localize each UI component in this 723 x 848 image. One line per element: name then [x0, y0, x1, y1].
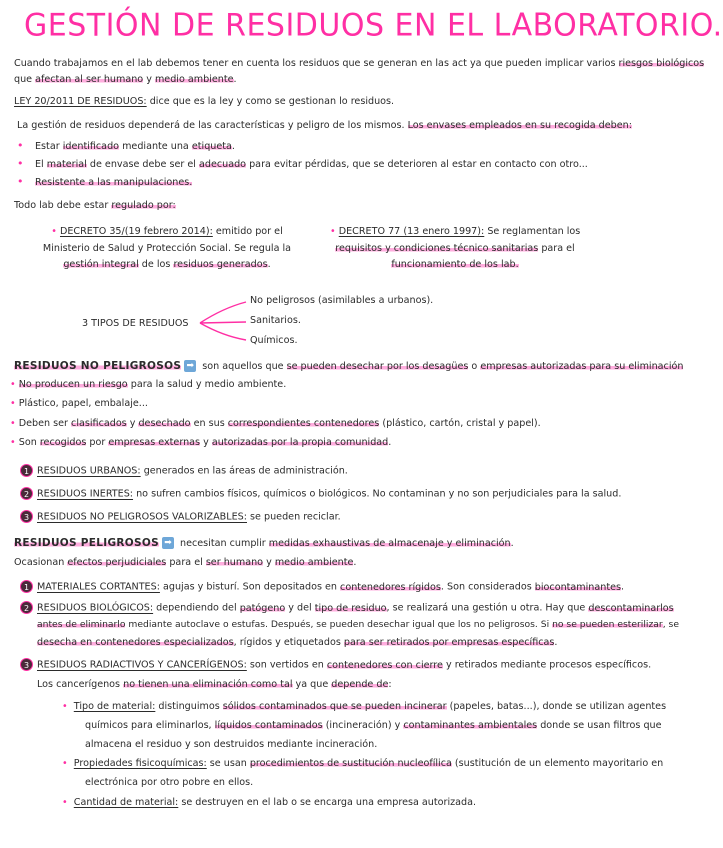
tipos-brace-icon — [198, 298, 250, 344]
gestion-text: La gestión de residuos dependerá de las características y peligro de los mismos. — [17, 120, 408, 131]
intro-text: y — [143, 74, 155, 85]
number-badge: 1 — [20, 580, 33, 593]
item-title: RESIDUOS BIOLÓGICOS: — [37, 602, 154, 614]
p-text: Ocasionan — [14, 557, 68, 568]
decreto-highlight: residuos generados — [173, 259, 268, 271]
np-item-3 — [20, 510, 341, 524]
sub-text: (incineración) y — [322, 720, 404, 731]
arrow-right-icon: ➡ — [162, 537, 174, 549]
section-text: . — [510, 538, 514, 549]
decreto-2-title: DECRETO 77 (13 enero 1997): — [338, 226, 485, 237]
bullet-icon: • — [10, 379, 16, 390]
decreto-text: . — [267, 259, 271, 271]
bullet-highlight: adecuado — [198, 159, 247, 170]
item-text: se pueden reciclar. — [247, 511, 341, 523]
sub-bullet-1-line-2 — [85, 720, 662, 733]
intro-text: que — [14, 74, 36, 85]
bullet-icon: • — [62, 797, 68, 808]
sub-title: Propiedades fisicoquímicas: — [73, 758, 207, 769]
tipos-item: No peligrosos (asimilables a urbanos). — [250, 295, 434, 306]
bullet-icon: • — [10, 398, 16, 409]
sub-text: se usan — [206, 758, 250, 769]
gestion-line — [17, 120, 632, 133]
bullet-text: mediante una — [119, 141, 192, 152]
section-highlight: medidas exhaustivas de almacenaje y eliminación — [268, 538, 511, 549]
item-highlight: depende de — [331, 679, 389, 690]
tipos-item: Químicos. — [250, 335, 298, 346]
bullet-highlight: identificado — [62, 141, 120, 152]
item-highlight: contenedores rígidos — [340, 581, 441, 593]
item-text: mediante autoclave o estufas. Después, se pueden desechar igual que los no peligrosos. Si — [125, 619, 553, 630]
number-badge: 3 — [20, 658, 33, 671]
section-text: necesitan cumplir — [176, 538, 269, 549]
bullet-icon: • — [330, 226, 336, 237]
sub-highlight: contaminantes ambientales — [403, 720, 538, 731]
peligrosos-header — [14, 537, 514, 551]
item-text: y retirados mediante procesos específicos. — [442, 659, 652, 671]
item-highlight: desecha en contenedores especializados — [37, 637, 234, 648]
page-title: GESTIÓN DE RESIDUOS EN EL LABORATORIO. — [24, 7, 723, 44]
bullet-highlight: etiqueta — [191, 141, 232, 152]
intro-highlight: afectan al — [35, 74, 86, 85]
arrow-right-icon: ➡ — [184, 360, 196, 372]
decreto-text: de los — [138, 259, 174, 271]
np-text: Deben ser — [18, 418, 72, 429]
sub-bullet-1-line-3: almacena el residuo y son destruidos mediante incineración. — [85, 739, 378, 750]
item-text: , se realizará una gestión u otra. Hay que — [386, 602, 589, 614]
item-text: no sufren cambios físicos, químicos o biológicos. No contaminan y no son perjudiciales para la salud. — [133, 488, 622, 500]
np-text: Son — [18, 437, 40, 448]
np-highlight: desechado — [138, 418, 191, 429]
bullet-icon: • — [10, 418, 16, 429]
item-highlight: descontaminarlos — [588, 602, 674, 614]
item-highlight: antes de eliminarlo — [37, 619, 126, 630]
bullet-icon: • — [51, 226, 57, 237]
section-text: o — [468, 361, 481, 372]
todo-highlight: regulado por: — [111, 200, 176, 211]
np-highlight: recogidos — [39, 437, 87, 448]
bullet-text: El — [35, 159, 47, 170]
item-title: RESIDUOS NO PELIGROSOS VALORIZABLES: — [37, 511, 247, 523]
item-title: MATERIALES CORTANTES: — [37, 581, 160, 593]
item-highlight: no tienen una eliminación como tal — [123, 679, 293, 690]
sub-text: (papeles, batas...), donde se utilizan agentes — [446, 701, 667, 712]
sub-highlight: líquidos contaminados — [214, 720, 323, 731]
item-text: Los cancerígenos — [37, 679, 124, 690]
intro-highlight: riesgos biológicos — [618, 58, 705, 69]
item-highlight: contenedores con cierre — [326, 659, 443, 671]
intro-text: . — [233, 74, 237, 85]
todo-text: Todo lab debe estar — [14, 200, 112, 211]
p-highlight: ser humano — [205, 557, 264, 568]
gestion-highlight: Los envases empleados en su recogida deben: — [407, 120, 632, 131]
np-text: . — [388, 437, 392, 448]
p-highlight: efectos perjudiciales — [67, 557, 167, 568]
np-text: por — [86, 437, 109, 448]
item-highlight: para ser retirados por empresas específicas — [343, 637, 555, 648]
sub-text: químicos para eliminarlos, — [85, 720, 215, 731]
item-title: RESIDUOS URBANOS: — [37, 465, 141, 477]
cancerigenos-line — [37, 679, 392, 692]
tipos-item: Sanitarios. — [250, 315, 301, 326]
np-highlight: correspondientes contenedores — [227, 418, 380, 429]
np-text: (plástico, cartón, cristal y papel). — [379, 418, 541, 429]
tipos-label: 3 TIPOS DE RESIDUOS — [82, 318, 189, 329]
bullet-text: de envase debe ser el — [86, 159, 199, 170]
bullet-icon: • — [62, 758, 68, 769]
np-highlight: No producen un riesgo — [18, 379, 128, 390]
gestion-bullet-3 — [17, 175, 192, 190]
bullet-icon: • — [17, 175, 24, 188]
np-text: para la salud y medio ambiente. — [127, 379, 287, 390]
item-text: : — [388, 679, 392, 690]
ley-text: dice que es la ley y como se gestionan lo residuos. — [146, 96, 395, 107]
p-item-2-line-2 — [37, 619, 679, 631]
decreto-1-title: DECRETO 35/(19 febrero 2014): — [59, 226, 213, 237]
np-text: y — [126, 418, 139, 429]
p-text: y — [263, 557, 275, 568]
decreto-2 — [330, 226, 580, 272]
bullet-icon: • — [17, 139, 24, 152]
np-item-2 — [20, 487, 621, 501]
decreto-highlight: funcionamiento de los lab. — [391, 259, 519, 271]
bullet-highlight: Resistente a las manipulaciones. — [35, 177, 193, 188]
sub-text: distinguimos — [155, 701, 223, 712]
intro-highlight: medio ambiente — [154, 74, 234, 85]
p-item-1 — [20, 580, 624, 594]
p-item-3 — [20, 658, 651, 672]
item-text: . — [621, 581, 625, 593]
p-item-2 — [20, 601, 674, 615]
decreto-text: Se reglamentan los — [484, 226, 581, 237]
number-badge: 2 — [20, 487, 33, 500]
number-badge: 3 — [20, 510, 33, 523]
peligrosos-line-2 — [14, 557, 356, 570]
number-badge: 2 — [20, 601, 33, 614]
p-text: para el — [166, 557, 206, 568]
item-text: ya que — [292, 679, 332, 690]
item-text: dependiendo del — [153, 602, 240, 614]
bullet-text: . — [231, 141, 235, 152]
sub-title: Cantidad de material: — [73, 797, 179, 808]
decreto-highlight: gestión integral — [63, 259, 139, 271]
ley-title: LEY 20/2011 DE RESIDUOS: — [14, 96, 147, 107]
sub-text: (sustitución de un elemento mayoritario en — [451, 758, 664, 769]
bullet-icon: • — [62, 701, 68, 712]
decreto-highlight: requisitos y condiciones técnico sanitarias — [335, 242, 539, 254]
np-text: y — [200, 437, 212, 448]
decreto-1 — [42, 226, 292, 272]
np-bullet-4 — [10, 437, 391, 450]
item-text: , se — [662, 619, 679, 630]
decreto-text: emitido por el — [212, 226, 283, 237]
item-text: y del — [285, 602, 315, 614]
bullet-text: Estar — [35, 141, 63, 152]
section-highlight: empresas autorizadas para su eliminación — [480, 361, 684, 372]
bullet-icon: • — [17, 157, 24, 170]
sub-title: Tipo de material: — [73, 701, 156, 712]
sub-bullet-3 — [62, 797, 476, 810]
sub-highlight: sólidos contaminados que se pueden incinerar — [222, 701, 447, 712]
item-highlight: no se pueden esterilizar — [552, 619, 663, 630]
intro-line-2 — [14, 74, 237, 87]
section-heading: RESIDUOS PELIGROSOS — [14, 537, 159, 549]
no-peligrosos-header — [14, 360, 683, 374]
item-text: agujas y bisturí. Son depositados en — [159, 581, 341, 593]
sub-text: se destruyen en el lab o se encarga una empresa autorizada. — [178, 797, 477, 808]
np-bullet-3 — [10, 418, 541, 431]
np-item-1 — [20, 464, 348, 478]
bullet-text: para evitar pérdidas, que se deterioren al estar en contacto con otro... — [246, 159, 588, 170]
np-bullet-2 — [10, 398, 148, 411]
item-text: , rígidos y etiquetados — [233, 637, 344, 648]
item-text: son vertidos en — [246, 659, 327, 671]
todo-lab-line — [14, 200, 176, 213]
item-text: generados en las áreas de administración. — [140, 465, 348, 477]
sub-text: donde se usan filtros que — [537, 720, 662, 731]
section-text: son aquellos que — [199, 361, 287, 372]
decreto-text: para el — [538, 242, 575, 254]
item-title: RESIDUOS INERTES: — [37, 488, 134, 500]
bullet-highlight: material — [46, 159, 87, 170]
sub-highlight: procedimientos de sustitución nucleofílica — [249, 758, 452, 769]
item-text: . Son considerados — [440, 581, 535, 593]
p-item-2-line-3 — [37, 637, 557, 650]
np-highlight: clasificados — [71, 418, 127, 429]
item-highlight: biocontaminantes — [534, 581, 622, 593]
gestion-bullet-1 — [17, 139, 235, 154]
sub-bullet-1 — [62, 701, 666, 714]
ley-line — [14, 96, 394, 109]
p-highlight: medio ambiente — [274, 557, 354, 568]
np-bullet-1 — [10, 379, 286, 392]
np-highlight: autorizadas por la propia comunidad — [211, 437, 389, 448]
item-title: RESIDUOS RADIACTIVOS Y CANCERÍGENOS: — [37, 659, 247, 671]
np-text: en sus — [190, 418, 228, 429]
sub-bullet-2-line-2: electrónica por otro pobre en ellos. — [85, 777, 254, 788]
section-heading: RESIDUOS NO PELIGROSOS — [14, 360, 182, 372]
gestion-bullet-2 — [17, 157, 588, 172]
intro-text: Cuando trabajamos en el lab debemos tener en cuenta los residuos que se generan en las act ya que pueden implicar varios — [14, 58, 619, 69]
decreto-text: Ministerio de Salud y Protección Social. Se regula la — [42, 242, 292, 254]
item-highlight: tipo de residuo — [314, 602, 387, 614]
np-highlight: empresas externas — [108, 437, 201, 448]
item-highlight: patógeno — [239, 602, 286, 614]
item-text: . — [554, 637, 558, 648]
sub-bullet-2 — [62, 758, 663, 771]
intro-highlight: ser humano — [85, 74, 144, 85]
p-text: . — [353, 557, 357, 568]
np-text: Plástico, papel, embalaje... — [18, 398, 148, 409]
number-badge: 1 — [20, 464, 33, 477]
intro-line-1 — [14, 58, 704, 71]
bullet-icon: • — [10, 437, 16, 448]
section-highlight: se pueden desechar por los desagües — [286, 361, 469, 372]
